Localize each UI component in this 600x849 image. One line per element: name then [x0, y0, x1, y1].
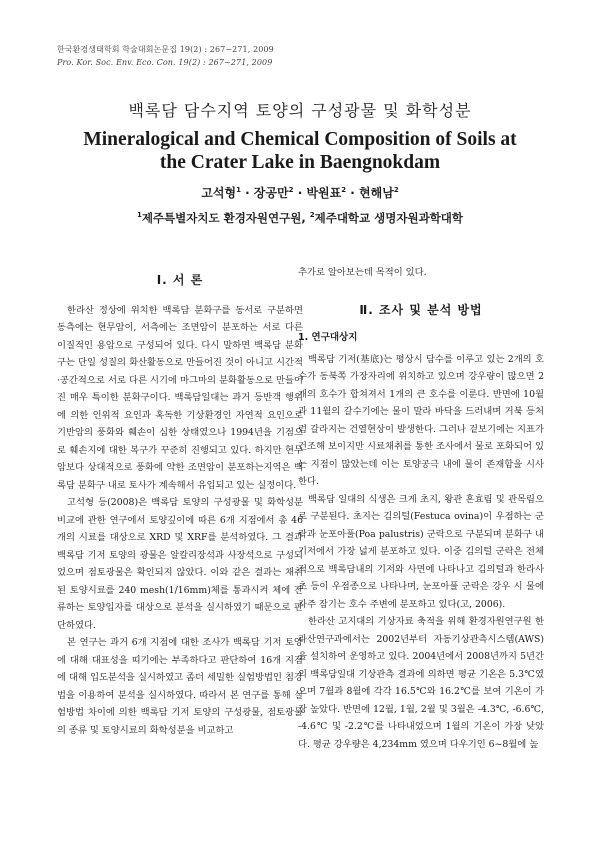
title-english: Mineralogical and Chemical Composition of Soils at the Crater Lake in Baengnokdam: [83, 129, 517, 173]
affiliation-marker: 2: [309, 211, 315, 220]
right-column: [298, 264, 544, 753]
author: 박원표$^2$: [306, 186, 347, 200]
author-separator: ·: [240, 186, 254, 200]
journal-header-korean: 한국환경생태학회 학술대회논문집 19(2) : 267~271, 2009: [57, 45, 274, 54]
affiliations: [0, 210, 600, 226]
paragraph: 한라산 고지대의 기상자료 축적을 위해 환경자원연구원 한라산연구과에서는 2002년부터 자동기상관측시스템(AWS)을 설치하여 운영하고 있다. 2004년에서 2008년까지 5년간의 백록담일대 기상관측 결과에 의하면 평균 기온은 5.3℃였으며 7월과 8월에 각각 16.5℃와 16.2℃를 보여 기온이 가장 높았다. 반면에 12월, 1월, 2월 및 3월은 -4.3℃, -6.6℃, -4.6℃ 및 -2.2℃를 나타내었으며 1월의 기온이 가장 낮았다. 평균 강우량은 4,234mm 였으며 다우기인 6~8월에 높: [298, 616, 544, 750]
left-column: [57, 264, 303, 739]
paragraph: 한라산 정상에 위치한 백록담 분화구를 동서로 구분하면 동측에는 현무암이, 서측에는 조면암이 분포하는 서로 다른 이질적인 용암으로 구성되어 있다. 다시 말하면 백록담 분화구는 단일 성질의 화산활동으로 만들어진 것이 아니고 시간적·공간적으로 서로 다른 시기에 마그마의 분화활동으로 만들어진 매우 특이한 분화구이다. 백록담일대는 과거 등반객 행위에 의한 인위적 요인과 혹독한 기상환경인 자연적 요인으로 기반암의 풍화와 훼손이 심한 상태였으나 1994년을 기점으로 훼손지에 대한 복구가 꾸준히 진행되고 있다. 하지만 현무암보다 상대적으로 풍화에 약한 조면암이 분포하는지역은 백록담 분화구 내로 토사가 계속해서 유입되고 있는 실정이다.: [57, 304, 303, 491]
subsection-heading-study-site: 1. 연구대상지: [298, 332, 358, 343]
author-separator: ·: [346, 186, 360, 200]
paragraph: 고석형 등(2008)은 백록담 토양의 구성광물 및 화학성분 비교에 관한 연구에서 토양깊이에 따른 6개 지점에서 총 46개의 시료를 대상으로 XRD 및 XRF를 분석하였다. 그 결과 백록담 기저 토양의 광물은 알칼리장석과 사장석으로 구성되었으며 점토광물은 확인되지 않았다. 이와 같은 결과는 채취된 토양시료를 240 mesh(1/16mm)체를 통과시켜 체에 잔류하는 토양입자를 대상으로 분석을 실시하였기 때문으로 판단하였다.: [57, 497, 303, 631]
affiliation-marker: 1: [136, 211, 142, 220]
title-korean: 백록담 담수지역 토양의 구성광물 및 화학성분: [128, 101, 472, 120]
paragraph: 백록담 기저(基底)는 평상시 담수를 이루고 있는 2개의 호수가 동북쪽 가장자리에 위치하고 있으며 강우량이 많으면 2개의 호수가 합쳐져서 1개의 큰 호수를 이룬다. 반면에 10월과 11월의 갈수기에는 물이 말라 바닥을 드러내며 거북 등처럼 갈라지는 건열현상이 발생한다. 그러나 겉보기에는 지표가 건조해 보이지만 시료채취를 통한 조사에서 물로 포화되어 있는 지점이 많았는데 이는 토양공극 내에 물이 존재함을 시사한다.: [298, 353, 544, 487]
author: 장공만$^2$: [253, 186, 294, 200]
affiliation: 제주특별자치도 환경자원연구원,: [141, 211, 310, 225]
paragraph: 백록담 일대의 식생은 크게 초지, 왕관 혼효림 및 관목림으로 구분된다. 초지는 김의털(Festuca ovina)이 우점하는 군락과 눈포아풀(Poa palustris) 군락으로 구분되며 분화구 내 기저에서 가장 넓게 분포하고 있다. 이중 김의털 군락은 전체적으로 백록담내의 기저와 사면에 나타나고 김의털과 한라사초 등이 우점종으로 나타나며, 눈포아풀 군락은 강우 시 물에 자주 잠기는 호수 주변에 분포하고 있다(고, 2006).: [298, 493, 544, 610]
paragraph: 추가로 알아보는데 목적이 있다.: [298, 267, 427, 278]
author: 고석형$^1$: [201, 186, 241, 200]
section-heading-methods: Ⅱ. 조사 및 분석 방법: [359, 302, 483, 317]
author-list: [0, 184, 600, 201]
section-heading-introduction: Ⅰ. 서 론: [156, 273, 204, 287]
affiliation: 제주대학교 생명자원과학대학: [314, 211, 464, 225]
paragraph: 본 연구는 과거 6개 지점에 대한 조사가 백록담 기저 토양에 대해 대표성을 띠기에는 부족하다고 판단하여 16개 지점에 대해 입도분석을 실시하였고 좀더 세밀한 실험방법인 침강법을 이용하여 분석을 실시하였다. 따라서 본 연구를 통해 실험방법 차이에 의한 백록담 기저 토양의 구성광물, 점토광물의 종류 및 토양시료의 화학성분을 비교하고: [57, 637, 303, 736]
author: 현해남$^2$: [359, 186, 399, 200]
author-separator: ·: [293, 186, 307, 200]
journal-header-english: Pro. Kor. Soc. Env. Eco. Con. 19(2) : 267~271, 2009: [57, 58, 273, 67]
